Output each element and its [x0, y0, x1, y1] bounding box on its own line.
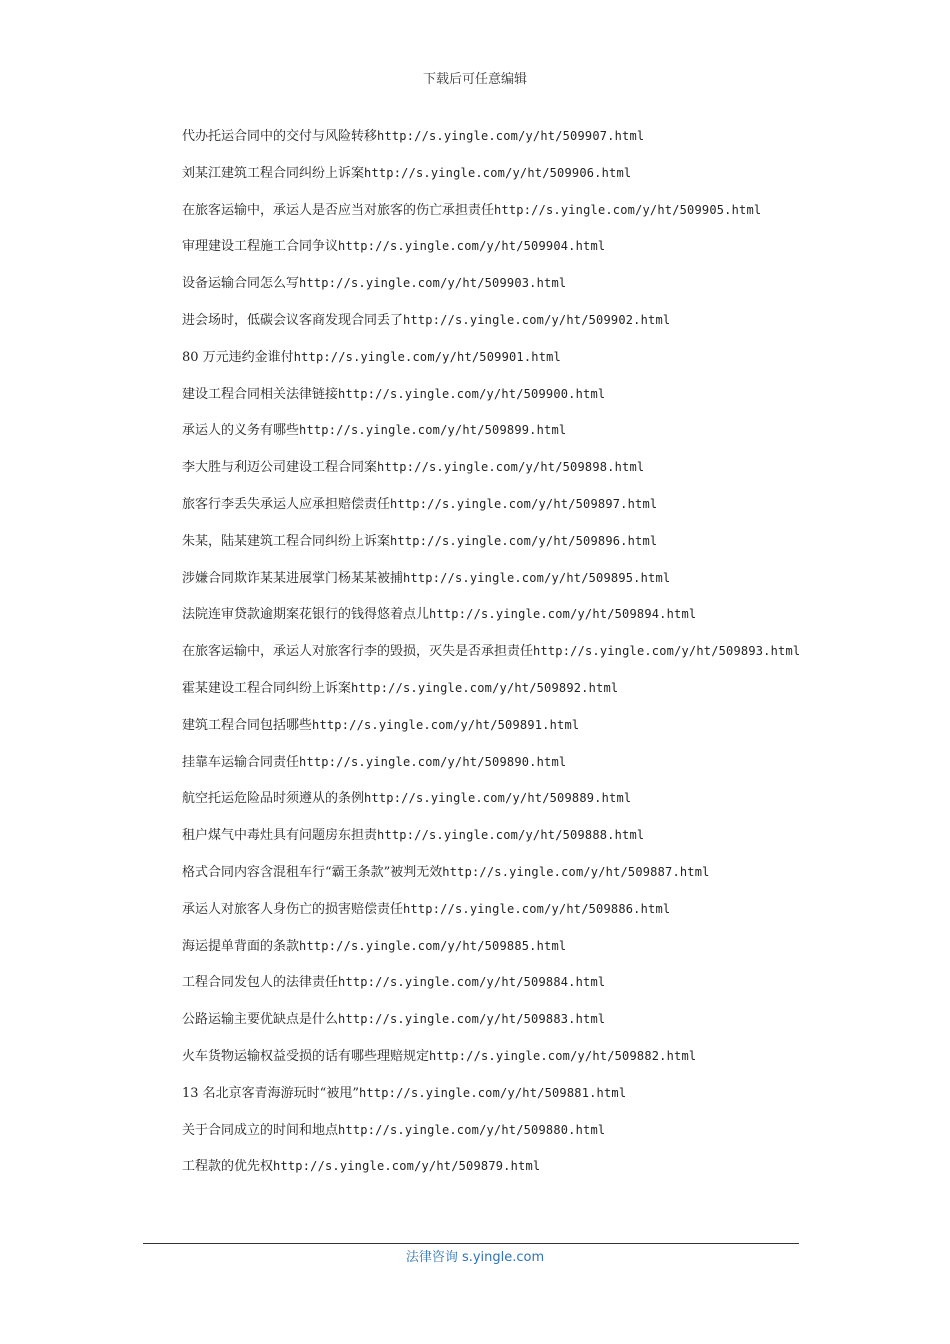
- list-item: [143, 492, 803, 517]
- entry-title: 代办托运合同中的交付与风险转移: [182, 129, 378, 144]
- list-item: [143, 161, 803, 186]
- entry-link[interactable]: http://s.yingle.com/y/ht/509889.html: [364, 791, 632, 806]
- entry-link[interactable]: http://s.yingle.com/y/ht/509890.html: [299, 754, 567, 769]
- list-item: [143, 713, 803, 738]
- entry-link[interactable]: http://s.yingle.com/y/ht/509881.html: [358, 1085, 627, 1100]
- entry-link[interactable]: http://s.yingle.com/y/ht/509902.html: [403, 312, 671, 327]
- entry-title: 公路运输主要优缺点是什么: [182, 1012, 339, 1028]
- list-item: [143, 934, 803, 959]
- entry-title: 审理建设工程施工合同争议: [182, 239, 339, 255]
- entry-link[interactable]: http://s.yingle.com/y/ht/509883.html: [338, 1012, 606, 1027]
- entry-link[interactable]: http://s.yingle.com/y/ht/509887.html: [442, 864, 710, 879]
- entry-title: 13 名北京客青海游玩时“被甩”: [182, 1085, 359, 1101]
- list-item: [143, 124, 803, 149]
- entry-title: 关于合同成立的时间和地点: [182, 1122, 339, 1138]
- entry-link[interactable]: http://s.yingle.com/y/ht/509906.html: [364, 165, 632, 180]
- entry-link[interactable]: http://s.yingle.com/y/ht/509892.html: [351, 680, 619, 695]
- entry-title: 李大胜与利迈公司建设工程合同案: [182, 460, 378, 476]
- entry-link[interactable]: http://s.yingle.com/y/ht/509884.html: [338, 975, 606, 990]
- list-item: [143, 1007, 803, 1032]
- entry-link[interactable]: http://s.yingle.com/y/ht/509904.html: [338, 239, 606, 254]
- entry-link[interactable]: http://s.yingle.com/y/ht/509898.html: [377, 460, 645, 475]
- entry-link[interactable]: http://s.yingle.com/y/ht/509894.html: [429, 607, 697, 622]
- list-item: [143, 1154, 803, 1179]
- entry-link[interactable]: http://s.yingle.com/y/ht/509905.html: [494, 202, 762, 217]
- list-item: [143, 676, 803, 701]
- list-item: [143, 418, 803, 443]
- entry-title: 承运人的义务有哪些: [182, 423, 300, 439]
- page-footer: 法律咨询 s.yingle.com: [405, 1250, 545, 1265]
- list-item: [143, 198, 803, 223]
- list-item: [143, 860, 803, 885]
- entry-title: 建设工程合同相关法律链接: [182, 386, 339, 402]
- entry-link[interactable]: http://s.yingle.com/y/ht/509893.html: [533, 644, 801, 659]
- entry-title: 涉嫌合同欺诈某某进展掌门杨某某被捕: [182, 570, 404, 586]
- list-item: [143, 345, 803, 370]
- entry-title: 租户煤气中毒灶具有问题房东担责: [182, 828, 378, 844]
- entry-title: 法院连审贷款逾期案花银行的钱得悠着点儿: [182, 607, 430, 623]
- list-item: [143, 271, 803, 296]
- entry-title: 海运提单背面的条款: [182, 938, 300, 954]
- entry-link[interactable]: http://s.yingle.com/y/ht/509882.html: [429, 1048, 697, 1063]
- list-item: [143, 639, 803, 664]
- list-item: [143, 529, 803, 554]
- page-header: 下载后可任意编辑: [422, 72, 527, 87]
- entry-title: 工程合同发包人的法律责任: [182, 975, 339, 991]
- entry-link[interactable]: http://s.yingle.com/y/ht/509885.html: [299, 938, 567, 953]
- entry-title: 设备运输合同怎么写: [182, 276, 300, 292]
- entry-title: 霍某建设工程合同纠纷上诉案: [182, 680, 352, 696]
- list-item: [143, 970, 803, 995]
- list-item: [143, 602, 803, 627]
- list-item: [143, 750, 803, 775]
- entry-link[interactable]: http://s.yingle.com/y/ht/509907.html: [377, 129, 645, 143]
- entry-link[interactable]: http://s.yingle.com/y/ht/509896.html: [390, 533, 658, 548]
- entry-link[interactable]: http://s.yingle.com/y/ht/509879.html: [273, 1159, 541, 1174]
- entry-link[interactable]: http://s.yingle.com/y/ht/509886.html: [403, 901, 671, 916]
- entry-title: 进会场时，低碳会议客商发现合同丢了: [182, 312, 404, 328]
- entry-link[interactable]: http://s.yingle.com/y/ht/509900.html: [338, 386, 606, 401]
- entry-title: 承运人对旅客人身伤亡的损害赔偿责任: [182, 901, 404, 917]
- entry-title: 旅客行李丢失承运人应承担赔偿责任: [182, 496, 391, 512]
- list-item: [143, 308, 803, 333]
- list-item: [143, 823, 803, 848]
- entry-title: 火车货物运输权益受损的话有哪些理赔规定: [182, 1048, 430, 1064]
- entry-link[interactable]: http://s.yingle.com/y/ht/509901.html: [293, 349, 561, 364]
- entry-link[interactable]: http://s.yingle.com/y/ht/509897.html: [390, 496, 658, 511]
- list-item: [143, 566, 803, 591]
- entry-title: 航空托运危险品时须遵从的条例: [182, 791, 365, 807]
- entry-link[interactable]: http://s.yingle.com/y/ht/509891.html: [312, 717, 580, 732]
- entry-link[interactable]: http://s.yingle.com/y/ht/509880.html: [338, 1122, 606, 1137]
- list-item: [143, 897, 803, 922]
- list-item: [143, 1044, 803, 1069]
- entry-title: 建筑工程合同包括哪些: [182, 717, 313, 733]
- list-item: [143, 1081, 803, 1106]
- entry-title: 格式合同内容含混租车行“霸王条款”被判无效: [182, 864, 443, 880]
- entry-title: 在旅客运输中，承运人是否应当对旅客的伤亡承担责任: [182, 202, 495, 218]
- entry-link[interactable]: http://s.yingle.com/y/ht/509888.html: [377, 828, 645, 843]
- entry-title: 刘某江建筑工程合同纠纷上诉案: [182, 165, 365, 181]
- entry-title: 朱某，陆某建筑工程合同纠纷上诉案: [182, 533, 391, 549]
- list-item: [143, 382, 803, 407]
- entry-title: 在旅客运输中，承运人对旅客行李的毁损，灭失是否承担责任: [182, 644, 534, 660]
- entry-title: 工程款的优先权: [182, 1159, 274, 1175]
- entry-list: [143, 124, 803, 1191]
- entry-link[interactable]: http://s.yingle.com/y/ht/509899.html: [299, 423, 567, 438]
- list-item: [143, 234, 803, 259]
- list-item: [143, 1118, 803, 1143]
- entry-link[interactable]: http://s.yingle.com/y/ht/509903.html: [299, 276, 567, 291]
- list-item: [143, 455, 803, 480]
- footer-divider: [143, 1243, 799, 1244]
- entry-title: 80 万元违约金谁付: [182, 349, 294, 365]
- entry-link[interactable]: http://s.yingle.com/y/ht/509895.html: [403, 570, 671, 585]
- entry-title: 挂靠车运输合同责任: [182, 754, 300, 770]
- list-item: [143, 786, 803, 811]
